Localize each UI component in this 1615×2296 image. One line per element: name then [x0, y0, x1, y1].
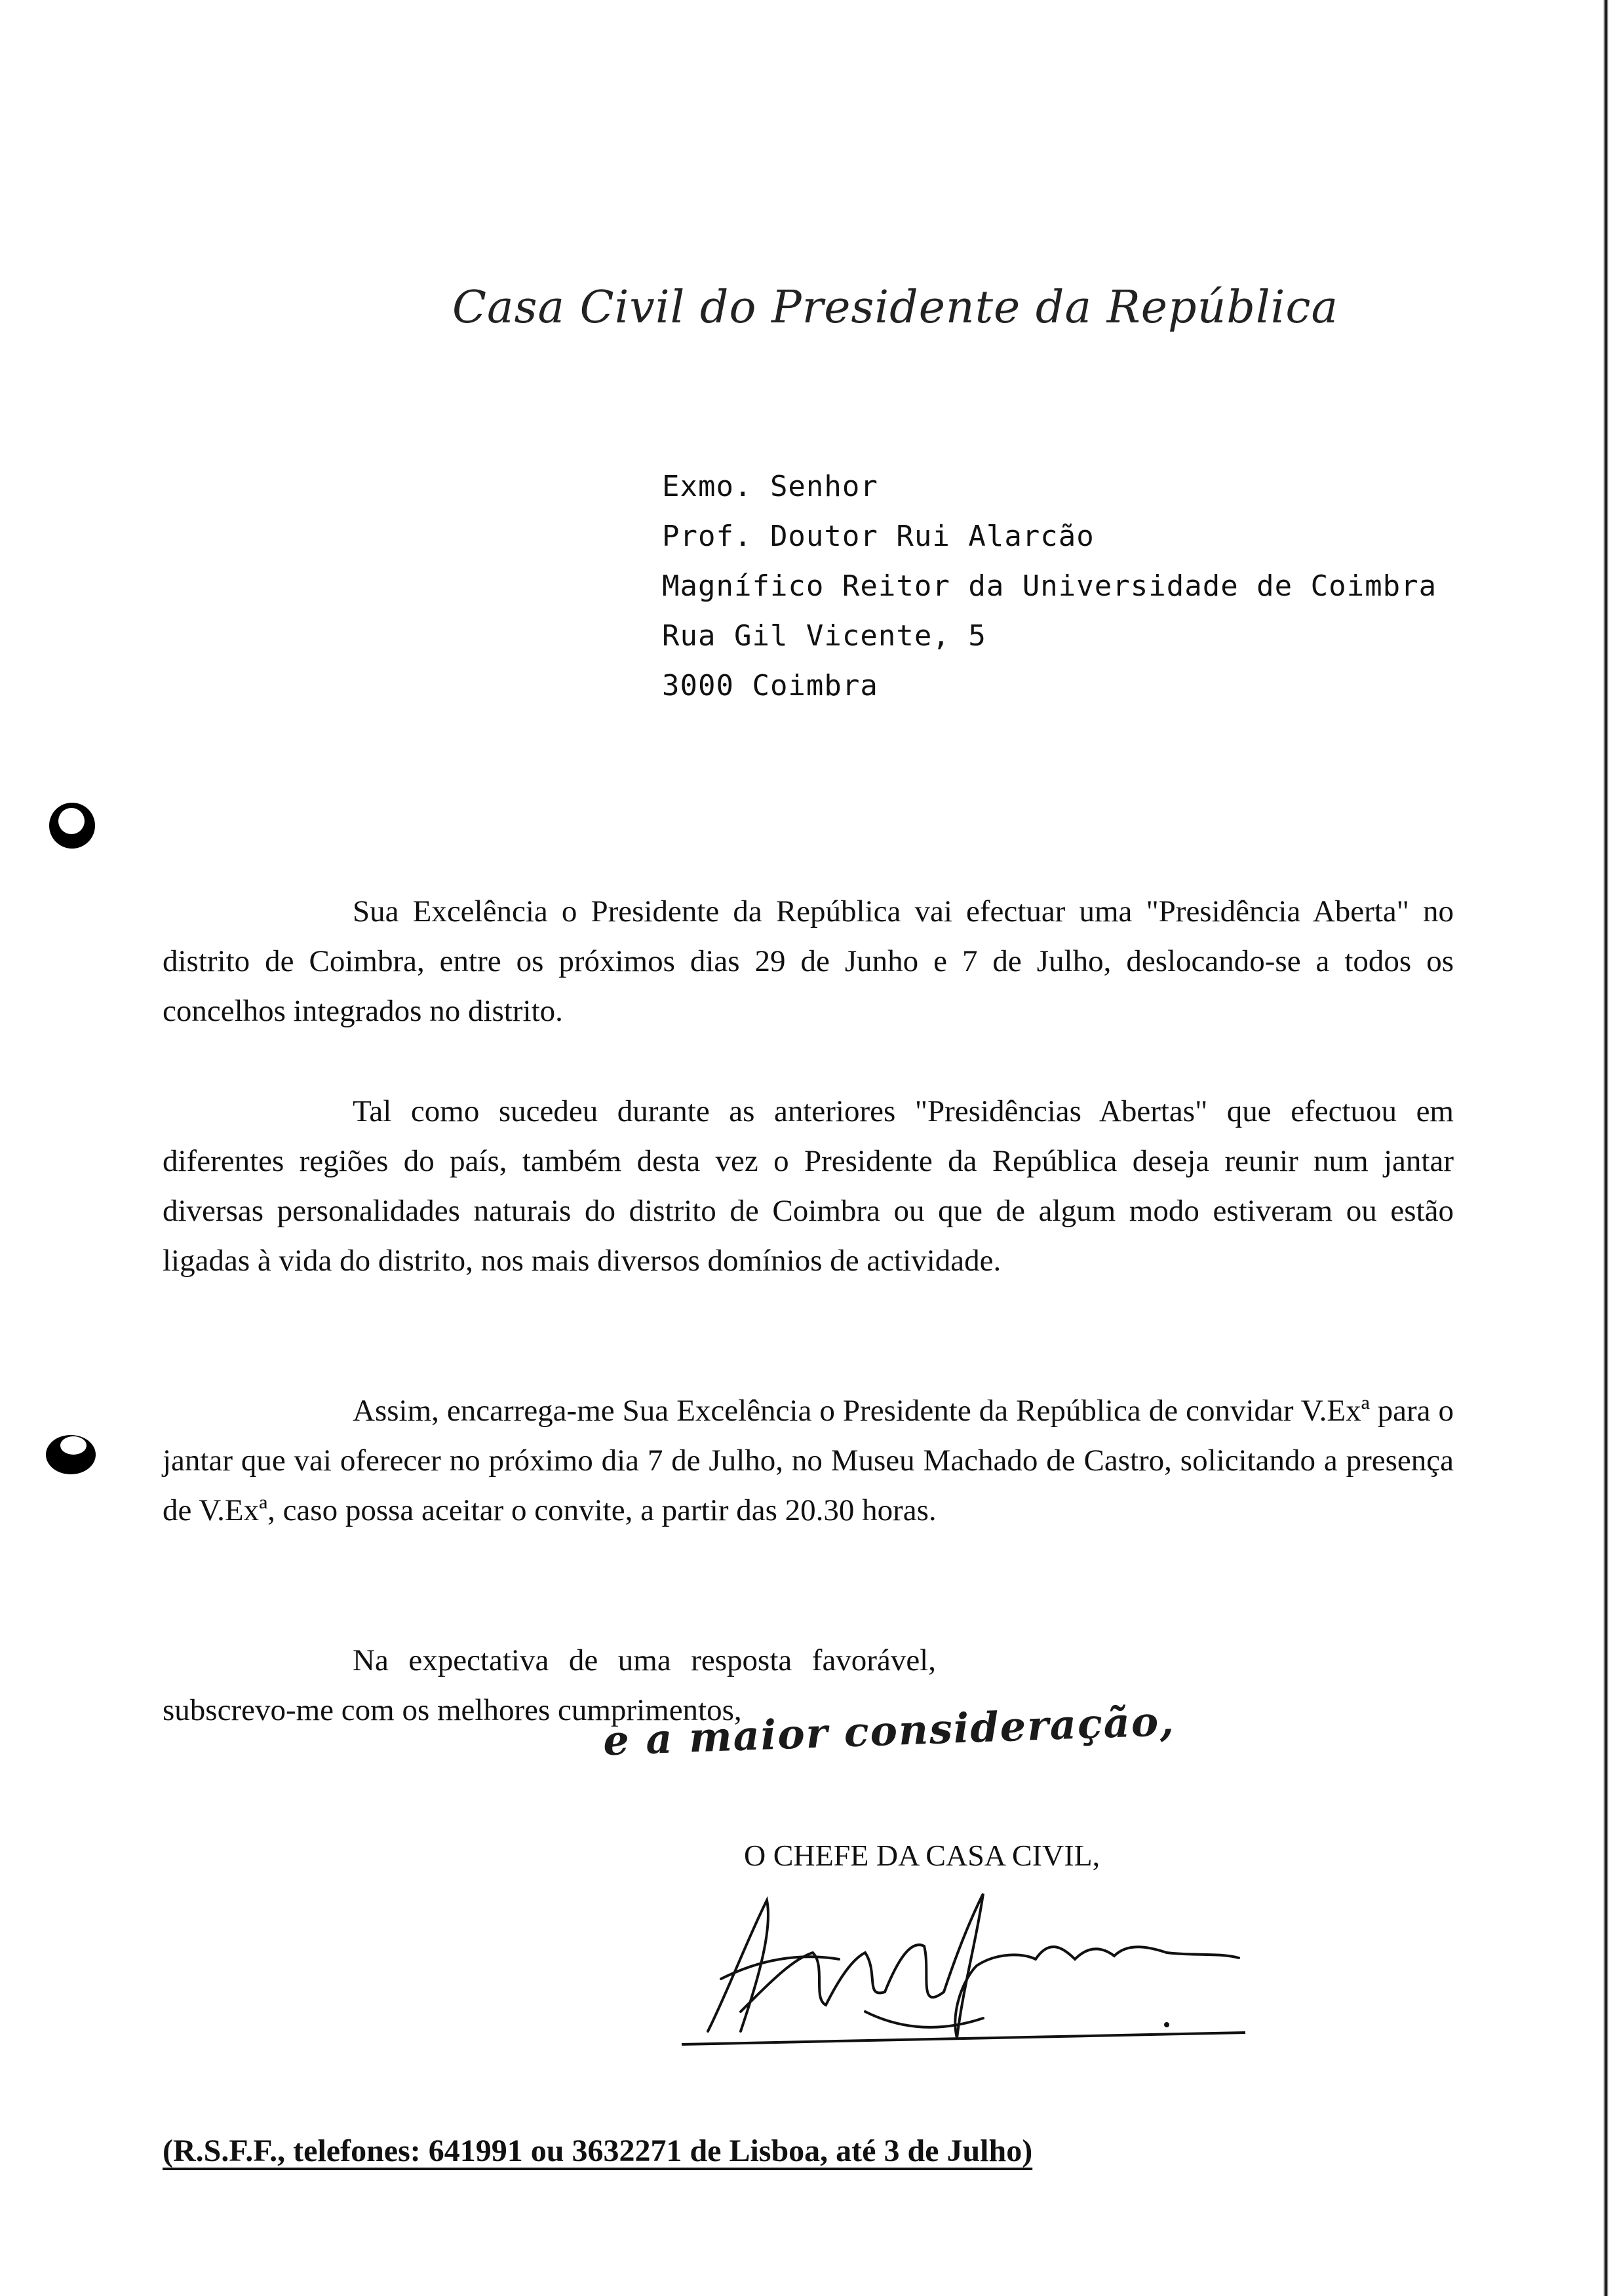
footer-note: (R.S.F.F., telefones: 641991 ou 3632271 de Lisboa, até 3 de Julho) [163, 2133, 1033, 2168]
signature [669, 1881, 1258, 2051]
handwritten-closing: e a maior consideração, [602, 1696, 1176, 1765]
letter-paragraph [163, 1386, 1454, 1535]
letterhead: Casa Civil do Presidente da República [452, 282, 1339, 334]
punch-hole [46, 1435, 96, 1474]
address-line: Rua Gil Vicente, 5 [662, 619, 986, 653]
address-line: Exmo. Senhor [662, 470, 878, 503]
punch-hole [49, 803, 95, 849]
address-line: Magnífico Reitor da Universidade de Coimbra [662, 569, 1437, 603]
page-edge [1603, 0, 1608, 2296]
letter-paragraph [163, 887, 1454, 1036]
address-line: Prof. Doutor Rui Alarcão [662, 520, 1095, 553]
recipient-address [662, 462, 1437, 711]
paragraph-text: Tal como sucedeu durante as anteriores "Presidências Abertas" que efectuou em diferentes regiões do país, também desta vez o Presidente da República deseja reunir num jantar diversas personalidades naturais do distrito de Coimbra ou que de algum modo estiveram ou estão ligadas à vida do distrito, nos mais diversos domínios de actividade. [163, 1094, 1454, 1278]
paragraph-text: Na expectativa de uma resposta favorável, subscrevo-me com os melhores cumprimentos, [163, 1643, 936, 1727]
address-line: 3000 Coimbra [662, 669, 878, 702]
paragraph-text: Assim, encarrega-me Sua Excelência o Presidente da República de convidar V.Exª para o jantar que vai oferecer no próximo dia 7 de Julho, no Museu Machado de Castro, solicitando a presença de V.Exª, caso possa aceitar o convite, a partir das 20.30 horas. [163, 1394, 1454, 1527]
letter-paragraph [163, 1086, 1454, 1286]
paragraph-text: Sua Excelência o Presidente da República vai efectuar uma "Presidência Aberta" no distrito de Coimbra, entre os próximos dias 29 de Junho e 7 de Julho, deslocando-se a todos os concelhos integrados no distrito. [163, 894, 1454, 1028]
signatory-title: O CHEFE DA CASA CIVIL, [744, 1839, 1100, 1872]
